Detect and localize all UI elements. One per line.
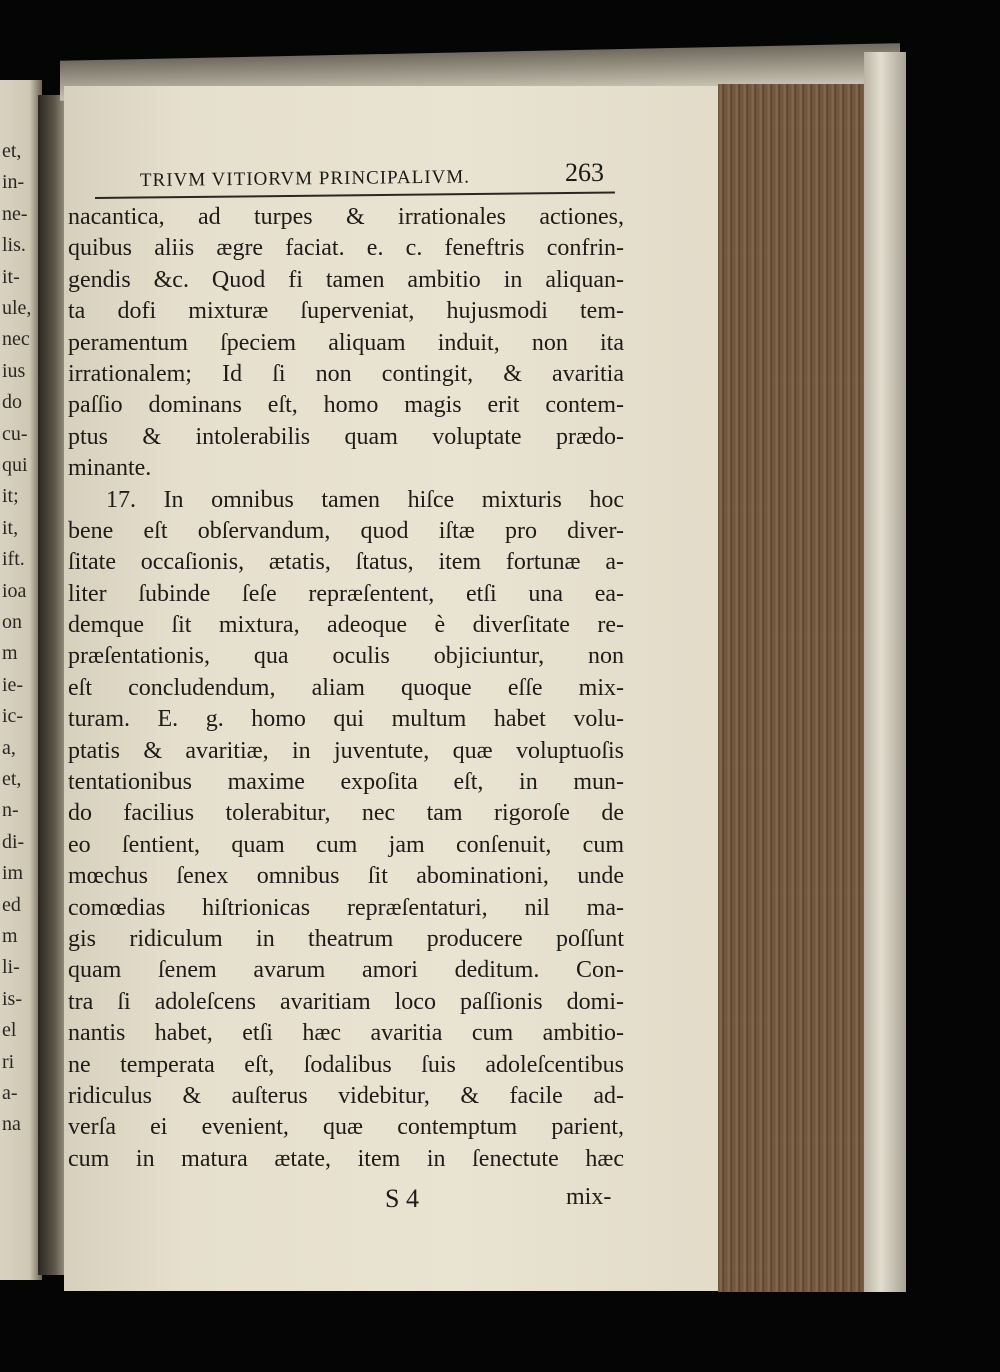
left-page-fragment: n-	[2, 799, 19, 822]
left-page-strip	[0, 80, 42, 1280]
text-line: bene eſt obſervandum, quod iſtæ pro diver-	[68, 517, 624, 544]
text-line: paſſio dominans eſt, homo magis erit contem-	[68, 392, 624, 419]
text-line: do facilius tolerabitur, nec tam rigoroſe de	[68, 800, 624, 827]
left-page-fragment: ioa	[2, 579, 27, 602]
text-line: tentationibus maxime expoſita eſt, in mun-	[68, 769, 624, 796]
text-line: gis ridiculum in theatrum producere poſſunt	[68, 925, 624, 952]
text-line: ſitate occaſionis, ætatis, ſtatus, item fortunæ a-	[68, 549, 624, 576]
left-page-fragment: it,	[2, 516, 19, 539]
left-page-fragment: it-	[2, 265, 20, 288]
text-line: demque ſit mixtura, adeoque è diverſitate re-	[68, 612, 624, 639]
text-line: turam. E. g. homo qui multum habet volu-	[68, 706, 624, 733]
text-line: mœchus ſenex omnibus ſit abominationi, unde	[68, 863, 624, 890]
left-page-fragment: nec	[2, 328, 30, 351]
left-page-fragment: a,	[2, 736, 16, 759]
text-line: liter ſubinde ſeſe repræſentent, etſi una ea-	[68, 580, 624, 607]
text-line: peramentum ſpeciem aliquam induit, non ita	[68, 329, 624, 356]
page-block-edge	[718, 84, 870, 1292]
text-line: nacantica, ad turpes & irrationales actiones,	[68, 204, 624, 230]
page-number: 263	[565, 158, 604, 187]
left-page-fragment: qui	[2, 454, 28, 476]
text-line: verſa ei evenient, quæ contemptum parient,	[68, 1114, 624, 1141]
text-line: irrationalem; Id ſi non contingit, & avaritia	[68, 360, 624, 387]
left-page-fragment: ule,	[2, 297, 32, 319]
left-page-fragment: a-	[2, 1082, 18, 1104]
text-line: gendis &c. Quod fi tamen ambitio in aliquan-	[68, 266, 624, 293]
text-line: tra ſi adoleſcens avaritiam loco paſſionis domi-	[68, 988, 624, 1015]
text-line: præſentationis, qua oculis objiciuntur, non	[68, 643, 624, 670]
text-line: nantis habet, etſi hæc avaritia cum ambitio-	[68, 1020, 624, 1047]
text-line: quam ſenem avarum amori deditum. Con-	[68, 957, 624, 984]
left-page-fragment: ie-	[2, 673, 24, 696]
text-line: ptus & intolerabilis quam voluptate prædo-	[68, 423, 624, 450]
left-page-fragment: m	[2, 925, 18, 947]
text-line: cum in matura ætate, item in ſenectute hæc	[68, 1145, 624, 1172]
body-text	[68, 202, 624, 1175]
signature-mark: S 4	[385, 1184, 419, 1213]
text-line: ridiculus & auſterus videbitur, & facile ad-	[68, 1082, 624, 1109]
text-line: eo ſentient, quam cum jam conſenuit, cum	[68, 831, 624, 858]
left-page-fragment: et,	[2, 140, 22, 162]
left-page-fragment: di-	[2, 830, 25, 853]
left-page-fragment: it;	[2, 485, 19, 508]
left-page-fragment: na	[2, 1113, 21, 1136]
paragraph-start-line: 17. In omnibus tamen hiſce mixturis hoc	[106, 486, 624, 513]
left-page-fragment: et,	[2, 768, 22, 790]
left-page-fragment: m	[2, 642, 18, 665]
left-page-fragment: ne-	[2, 202, 28, 225]
left-page-fragment: cu-	[2, 422, 28, 445]
left-page-fragment: do	[2, 391, 22, 414]
left-page-fragment: ed	[2, 893, 21, 916]
left-page-fragment: el	[2, 1019, 17, 1042]
text-line: comœdias hiſtrionicas repræſentaturi, nil ma-	[68, 894, 624, 921]
left-page-fragment: on	[2, 611, 22, 633]
left-page-fragment: im	[2, 862, 24, 885]
left-page-fragment: ius	[2, 359, 26, 382]
text-line: eſt concludendum, aliam quoque eſſe mix-	[68, 674, 624, 701]
left-page-fragment: li-	[2, 956, 20, 979]
text-line: quibus aliis ægre faciat. e. c. feneftris confrin-	[68, 235, 624, 262]
left-page-fragment: ri	[2, 1050, 15, 1073]
running-head: TRIVM VITIORVM PRINCIPALIVM.	[139, 166, 471, 191]
left-page-fragment: lis.	[2, 234, 26, 257]
left-page-fragment: ic-	[2, 705, 24, 728]
text-line: minante.	[68, 455, 152, 482]
left-page-fragment: ift.	[2, 548, 25, 571]
text-line: ne temperata eſt, ſodalibus ſuis adoleſcentibus	[68, 1051, 624, 1078]
catchword: mix-	[566, 1184, 612, 1210]
text-line: ta dofi mixturæ ſuperveniat, hujusmodi tem-	[68, 298, 624, 325]
left-page-fragment: in-	[2, 171, 25, 194]
text-line: ptatis & avaritiæ, in juventute, quæ voluptuoſis	[68, 737, 624, 764]
book-cover-edge	[864, 52, 906, 1292]
left-page-fragment: is-	[2, 987, 22, 1010]
